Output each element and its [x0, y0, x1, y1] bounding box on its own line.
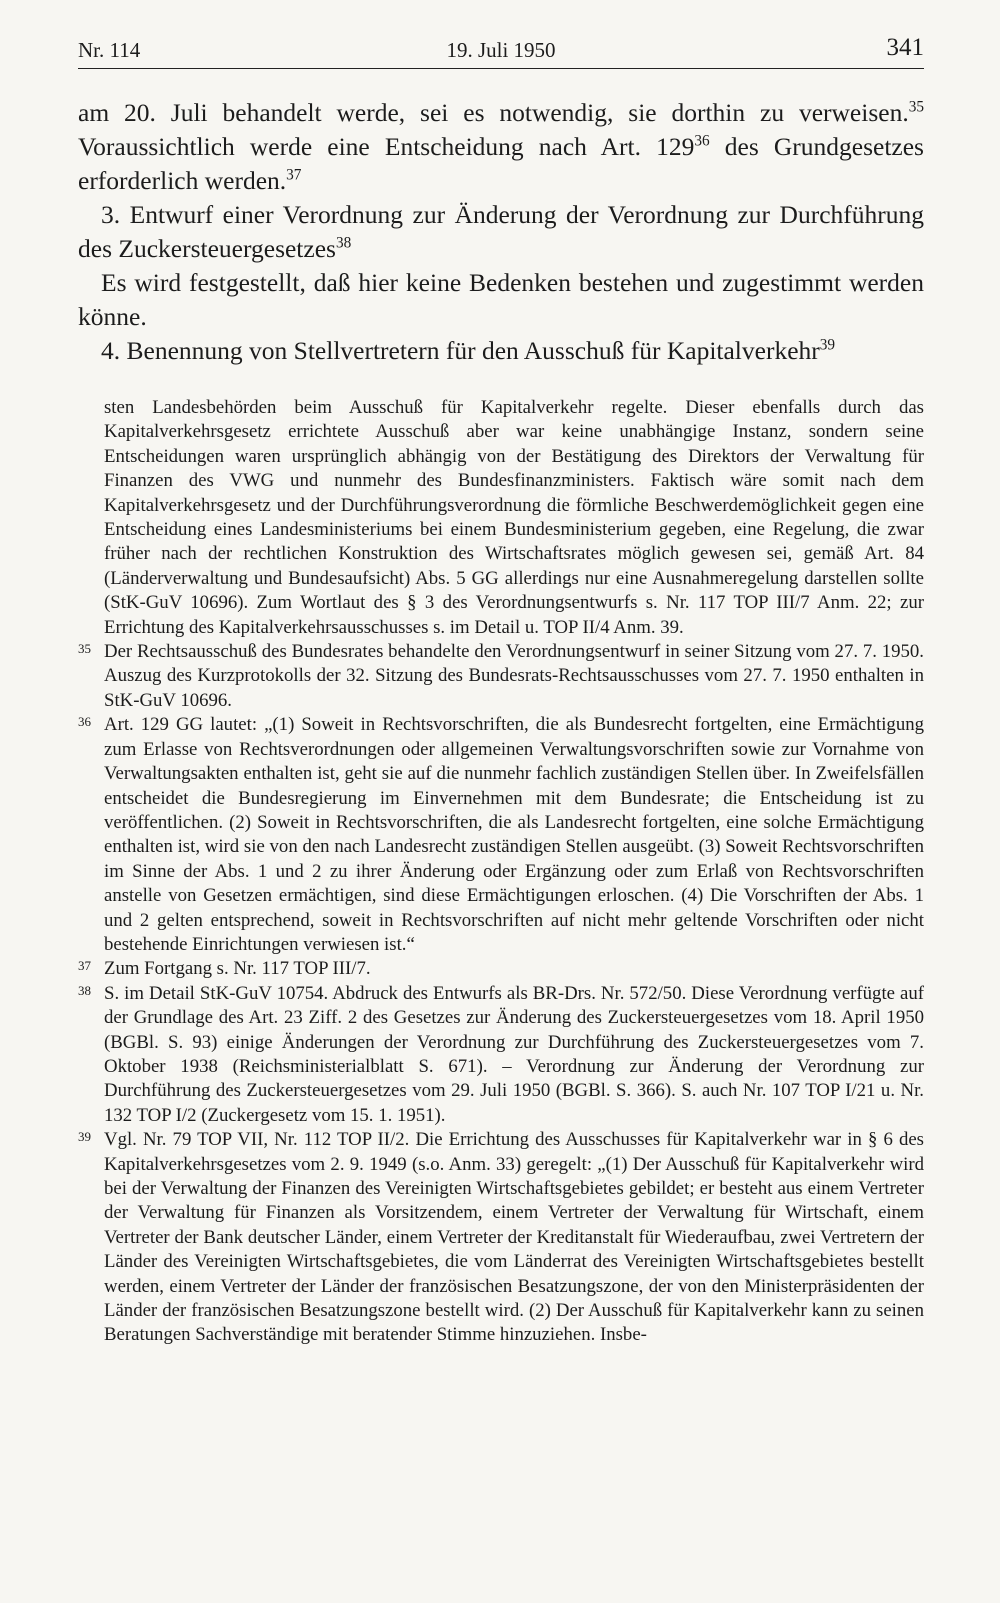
footnote-text: Vgl. Nr. 79 TOP VII, Nr. 112 TOP II/2. Die Errichtung des Ausschusses für Kapitalverkehr war in § 6 des Kapitalverkehrsgesetzes vom 2. 9. 1949 (s.o. Anm. 33) geregelt: „(1) Der Ausschuß für Kapitalverkehr wird bei der Verwaltung der Finanzen des Vereinigten Wirtschaftsgebietes gebildet; er besteht aus einem Vertreter der Verwaltung für Finanzen als Vorsitzendem, einem Vertreter der Verwaltung für Wirtschaft, einem Vertreter der Bank deutscher Länder, einem Vertreter der Kreditanstalt für Wiederaufbau, zwei Vertretern der Länder des Vereinigten Wirtschaftsgebietes, die vom Länderrat des Vereinigten Wirtschaftsgebietes bestellt werden, einem Vertreter der Länder der französischen Besatzungszone, der von den Ministerpräsidenten der Länder der französischen Besatzungszone bestellt wird. (2) Der Ausschuß für Kapitalverkehr kann zu seinen Beratungen Sachverständige mit beratender Stimme hinzuziehen. Insbe- [104, 1129, 924, 1346]
footnote [78, 1128, 924, 1348]
agenda-item-heading [78, 198, 924, 266]
footnote-continuation: sten Landesbehörden beim Ausschuß für Kapitalverkehr regelte. Dieser ebenfalls durch das Kapitalverkehrsgesetz errichtete Ausschuß aber war keine unabhängige Instanz, sondern seine Entscheidungen waren ursprünglich abhängig von der Bestätigung des Direktors der Verwaltung für Finanzen des VWG und nunmehr des Bundesfinanzministers. Faktisch wäre somit nach dem Kapitalverkehrsgesetz und der Durchführungsverordnung die förmliche Beschwerdemöglichkeit gegen eine Entscheidung eines Landesministeriums bei einem Bundesministerium gegeben, eine Regelung, die zwar früher nach der rechtlichen Konstruktion des Wirtschaftsrates möglich gewesen sei, gemäß Art. 84 (Länderverwaltung und Bundesaufsicht) Abs. 5 GG allerdings nur eine Ausnahmeregelung darstellen sollte (StK-GuV 10696). Zum Wortlaut des § 3 des Verordnungsentwurfs s. Nr. 117 TOP III/7 Anm. 22; zur Errichtung des Kapitalverkehrsausschusses s. im Detail u. TOP II/4 Anm. 39. [104, 397, 924, 638]
paragraph-text: des Grundgesetzes erforderlich werden. [78, 132, 924, 195]
document-number: Nr. 114 [78, 38, 141, 62]
running-header [78, 28, 924, 69]
footnote-text: Zum Fortgang s. Nr. 117 TOP III/7. [104, 958, 371, 980]
heading-text: 4. Benennung von Stellvertretern für den Ausschuß für Kapitalverkehr [101, 336, 820, 365]
footnote [78, 640, 924, 713]
footnote [78, 957, 924, 981]
footnote-ref: 35 [908, 98, 924, 116]
footnote [78, 713, 924, 957]
paragraph-text: am 20. Juli behandelt werde, sei es notwendig, sie dorthin zu verweisen. [78, 98, 909, 127]
main-text [78, 96, 924, 368]
footnote-number: 36 [78, 714, 91, 730]
footnote-ref: 39 [819, 336, 836, 354]
footnote [78, 982, 924, 1128]
heading-text: 3. Entwurf einer Verordnung zur Änderung der Verordnung zur Durchführung des Zuckersteuergesetzes [78, 200, 924, 263]
paragraph [78, 96, 924, 198]
footnote-text: S. im Detail StK-GuV 10754. Abdruck des Entwurfs als BR-Drs. Nr. 572/50. Diese Verordnung verfügte auf der Grundlage des Art. 23 Ziff. 2 des Gesetzes zur Änderung des Zuckersteuergesetzes vom 18. April 1950 (BGBl. S. 93) einige Änderungen der Verordnung zur Durchführung des Zuckersteuergesetzes vom 7. Oktober 1938 (Reichsministerialblatt S. 671). – Verordnung zur Änderung der Verordnung zur Durchführung des Zuckersteuergesetzes vom 29. Juli 1950 (BGBl. S. 366). S. auch Nr. 107 TOP I/21 u. Nr. 132 TOP I/2 (Zuckergesetz vom 15. 1. 1951). [104, 982, 924, 1126]
footnote-ref: 37 [286, 166, 302, 184]
footnote-text: Art. 129 GG lautet: „(1) Soweit in Rechtsvorschriften, die als Bundesrecht fortgelten, eine Ermächtigung zum Erlasse von Rechtsverordnungen oder allgemeinen Verwaltungsvorschriften sowie zur Vornahme von Verwaltungsakten enthalten ist, geht sie auf die nunmehr fachlich zuständigen Stellen über. In Zweifelsfällen entscheidet die Bundesregierung im Einvernehmen mit dem Bundesrate; die Entscheidung ist zu veröffentlichen. (2) Soweit in Rechtsvorschriften, die als Landesrecht fortgelten, eine solche Ermächtigung enthalten ist, wird sie von den nach Landesrecht zuständigen Stellen ausgeübt. (3) Soweit Rechtsvorschriften im Sinne der Abs. 1 und 2 zu ihrer Änderung oder Ergänzung oder zum Erlaß von Rechtsvorschriften anstelle von Gesetzen ermächtigen, sind diese Ermächtigungen erloschen. (4) Die Vorschriften der Abs. 1 und 2 gelten entsprechend, soweit in Rechtsvorschriften auf nicht mehr geltende Vorschriften oder nicht bestehende Einrichtungen verwiesen ist.“ [104, 714, 924, 955]
footnote-number: 37 [78, 958, 91, 974]
footnotes [78, 396, 924, 1348]
document-date: 19. Juli 1950 [446, 38, 556, 62]
agenda-item-heading [78, 334, 924, 368]
footnote-number: 39 [78, 1129, 91, 1145]
page-number: 341 [886, 34, 924, 61]
footnote-ref: 38 [335, 234, 352, 252]
paragraph: Es wird festgestellt, daß hier keine Bedenken bestehen und zugestimmt werden könne. [78, 268, 924, 331]
footnote-ref: 36 [694, 132, 710, 150]
footnote-number: 35 [78, 641, 91, 657]
footnote-text: Der Rechtsausschuß des Bundesrates behandelte den Verordnungsentwurf in seiner Sitzung vom 27. 7. 1950. Auszug des Kurzprotokolls der 32. Sitzung des Bundesrats-Rechtsausschusses vom 27. 7. 1950 enthalten in StK-GuV 10696. [104, 641, 924, 711]
paragraph-text: Voraussichtlich werde eine Entscheidung nach Art. 129 [78, 132, 695, 161]
footnote-number: 38 [78, 982, 91, 998]
